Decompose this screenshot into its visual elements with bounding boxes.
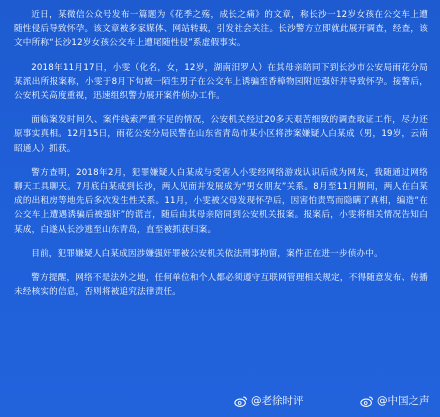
weibo-icon — [234, 394, 248, 408]
weibo-icon — [360, 394, 374, 408]
paragraph-report: 2018年11月17日，小雯（化名，女，12岁，湖南汨罗人）在其母亲陪同下到长沙市公安局雨花分局某派出所报案称，小雯于8月下旬被一陌生男子在公交车上诱骗至香樟物园附近强奸并导致怀孕。接警后，公安机关高度重视，迅速组织警力展开案件侦办工作。 — [14, 62, 428, 102]
watermark-left-label: @老徐时评 — [251, 395, 304, 407]
watermark-right-label: @中国之声 — [377, 395, 430, 407]
watermark-voice-of-china — [360, 393, 430, 408]
paragraph-status: 目前，犯罪嫌疑人白某成因涉嫌强奸罪被公安机关依法刑事拘留，案件正在进一步侦办中。 — [31, 248, 383, 259]
watermark-laoxu — [234, 393, 304, 408]
paragraph-intro: 近日，某微信公众号发布一篇题为《花季之殇，成长之痛》的文章，称长沙一12岁女孩在公交车上遭随性侵后导致怀孕。该文章被多家媒体、网站转载，引发社会关注。长沙警方立即就此展开调查，经查，该文中所称“长沙12岁女孩公交车上遭尾随性侵”系虚假事实。 — [14, 10, 428, 49]
paragraph-warning: 警方提醒，网络不是法外之地，任何单位和个人都必须遵守互联网管理相关规定，不得随意发布、传播未经核实的信息，否则将被追究法律责任。 — [14, 273, 428, 298]
paragraph-investigation: 面临案发时间久、案件线索严重不足的情况，公安机关经过20多天艰苦细致的调查取证工作，尽力还原事实真相。12月15日，雨花公安分局民警在山东省青岛市某小区将涉案嫌疑人白某成（男，19岁，云南昭通人）抓获。 — [14, 115, 428, 154]
police-notice-document — [14, 8, 428, 309]
paragraph-findings: 警方查明，2018年2月，犯罪嫌疑人白某成与受害人小雯经网络游戏认识后成为网友，我随通过网络聊天工具聊天。7月底白某成到长沙，两人见面并发展成为“男女朋友”关系。8月至11月期间，两人在白某成的出租房等地先后多次发生性关系。11月，小雯被父母发现怀孕后，因害怕责骂而隐瞒了真相，编造“在公交车上遭遇诱骗后被强奸”的谎言，随后由其母亲陪同到公安机关报案。报案后，小雯将相关情况告知白某成，白遂从长沙逃至山东青岛，直至被抓获归案。 — [14, 167, 428, 235]
